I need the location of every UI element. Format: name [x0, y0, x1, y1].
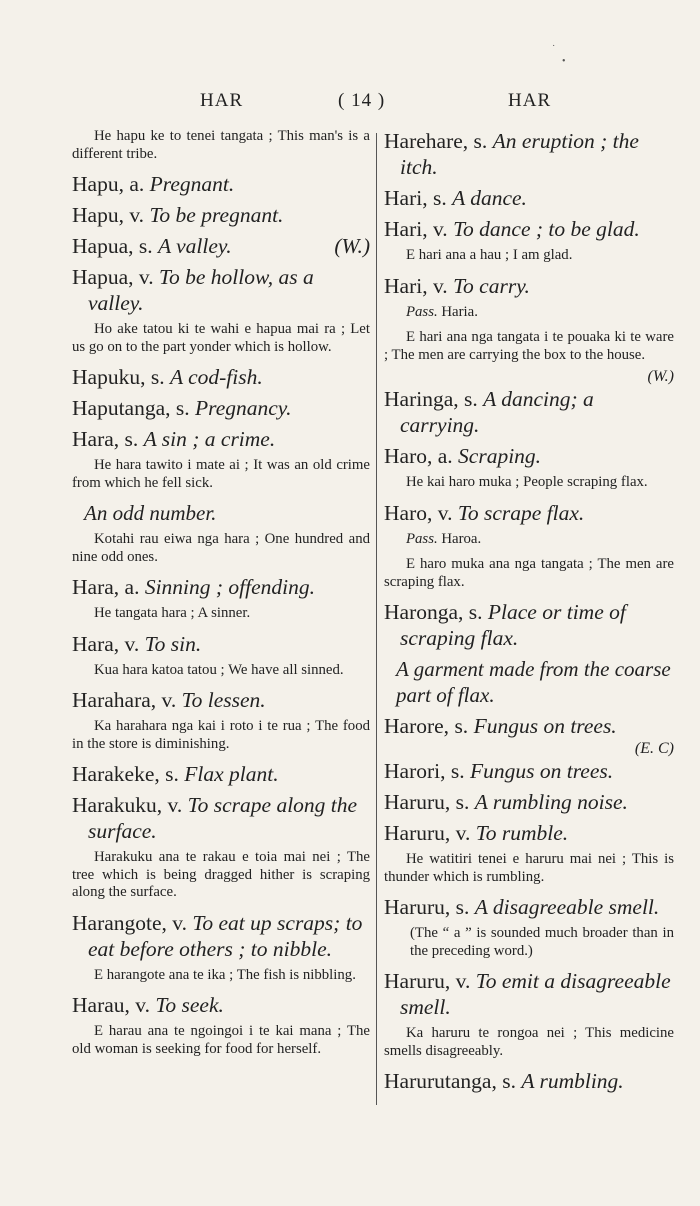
- part-of-speech: v.: [172, 910, 188, 935]
- dictionary-entry: [384, 443, 674, 469]
- example-sentence: E harangote ana te ika ; The fish is nibbling.: [94, 966, 356, 983]
- headword: Hapuku,: [72, 365, 146, 389]
- speck-mark: •: [562, 56, 566, 67]
- part-of-speech: v.: [455, 821, 471, 845]
- headword: Harori,: [384, 759, 446, 783]
- dictionary-entry: [72, 910, 370, 962]
- dictionary-entry: [384, 758, 674, 784]
- part-of-speech: v.: [124, 631, 140, 656]
- dictionary-entry: [384, 216, 674, 242]
- part-of-speech: s.: [468, 600, 483, 624]
- example-text: [384, 851, 674, 886]
- left-column: [72, 128, 370, 1066]
- definition: Pregnant.: [149, 172, 235, 196]
- example-text: [384, 556, 674, 591]
- example-sentence: He hapu ke to tenei tangata ; This man's is a different tribe.: [72, 128, 370, 162]
- example-sentence: He kai haro muka ; People scraping flax.: [406, 474, 648, 490]
- part-of-speech: a.: [437, 444, 453, 468]
- definition: Pregnancy.: [195, 396, 292, 420]
- part-of-speech: v.: [455, 969, 471, 993]
- definition: Fungus on trees.: [473, 714, 617, 738]
- part-of-speech: s.: [455, 895, 470, 919]
- part-of-speech: a.: [129, 172, 145, 196]
- definition: To emit a disagreeable smell.: [400, 969, 671, 1019]
- dictionary-entry: [384, 128, 674, 180]
- headword: Haruru,: [384, 969, 451, 993]
- headword: Hari,: [384, 217, 428, 241]
- definition: A cod-fish.: [169, 365, 263, 389]
- dictionary-entry: [72, 574, 370, 600]
- example-sentence: He watitiri tenei e haruru mai nei ; This is thunder which is rumbling.: [384, 851, 674, 885]
- citation: (W.): [647, 368, 674, 385]
- part-of-speech: v.: [437, 500, 453, 525]
- right-column: [384, 128, 674, 1099]
- part-of-speech: v.: [167, 793, 183, 817]
- headword: Hari,: [384, 273, 428, 298]
- definition: A sin ; a crime.: [143, 427, 276, 451]
- running-head-left: HAR: [200, 90, 244, 111]
- example-text: [72, 718, 370, 753]
- part-of-speech: v.: [135, 993, 151, 1017]
- headword: Hapu,: [72, 203, 124, 227]
- dictionary-entry: [384, 820, 674, 846]
- definition: To be hollow, as a valley.: [88, 265, 314, 315]
- dictionary-entry: [72, 792, 370, 844]
- example-text: [384, 531, 674, 549]
- example-text: [384, 474, 674, 492]
- headword: Haruru,: [384, 895, 451, 919]
- dictionary-entry: [72, 364, 370, 390]
- part-of-speech: s.: [464, 387, 478, 411]
- example-sentence: Kua hara katoa tatou ; We have all sinned.: [94, 661, 344, 678]
- dictionary-entry: [384, 599, 674, 651]
- definition: A disagreeable smell.: [474, 895, 660, 919]
- definition: Flax plant.: [184, 762, 279, 786]
- headword: Haruru,: [384, 790, 451, 814]
- column-divider: [376, 133, 377, 1105]
- definition: To sin.: [144, 631, 202, 656]
- definition: A dancing; a carrying.: [400, 387, 594, 437]
- part-of-speech: s.: [124, 427, 139, 451]
- definition: A rumbling.: [521, 1069, 624, 1093]
- citation: (W.): [334, 234, 370, 258]
- headword: Haringa,: [384, 387, 459, 411]
- example-text: [72, 967, 370, 985]
- page-header: [0, 90, 700, 116]
- dictionary-entry: [72, 264, 370, 316]
- headword: Hapu,: [72, 172, 124, 196]
- headword: Haputanga,: [72, 396, 171, 420]
- definition: Place or time of scraping flax.: [400, 600, 626, 650]
- headword: Harehare,: [384, 129, 469, 153]
- dictionary-entry: [72, 761, 370, 787]
- example-sentence: E hari ana nga tangata i te pouaka ki te ware ; The men are carrying the box to the house.: [384, 329, 674, 363]
- example-text: [72, 531, 370, 566]
- definition: To scrape flax.: [457, 500, 585, 525]
- headword: Hara,: [72, 427, 120, 451]
- headword: Haro,: [384, 444, 433, 468]
- part-of-speech: v.: [161, 688, 177, 712]
- definition: A dance.: [452, 186, 527, 210]
- dictionary-entry: [384, 968, 674, 1020]
- example-text: [384, 1025, 674, 1060]
- example-text: [72, 1023, 370, 1058]
- example-text: [384, 304, 674, 322]
- headword: Haronga,: [384, 600, 464, 624]
- definition: A rumbling noise.: [474, 790, 628, 814]
- part-of-speech: v.: [432, 217, 448, 241]
- dictionary-entry: [72, 631, 370, 657]
- definition: A valley.: [158, 234, 232, 258]
- definition: Fungus on trees.: [470, 759, 614, 783]
- headword: Harore,: [384, 714, 450, 738]
- definition: To be pregnant.: [149, 203, 284, 227]
- headword: Hara,: [72, 631, 120, 656]
- dictionary-entry: [72, 426, 370, 452]
- passive-label: Pass.: [406, 530, 438, 547]
- part-of-speech: a.: [124, 575, 140, 599]
- example-sentence: Ka harahara nga kai i roto i te rua ; The food in the store is diminishing.: [72, 718, 370, 752]
- example-text: [72, 849, 370, 902]
- headword: Hari,: [384, 186, 428, 210]
- running-head-right: HAR: [508, 90, 552, 111]
- dictionary-entry: [384, 894, 674, 920]
- headword: Haro,: [384, 500, 433, 525]
- dictionary-entry: [72, 233, 370, 259]
- example-sentence: Harakuku ana te rakau e toia mai nei ; The tree which is being dragged hither is scraping along the surface.: [72, 849, 370, 900]
- part-of-speech: s.: [473, 129, 488, 153]
- example-sentence: (The “ a ” is sounded much broader than in the preceding word.): [410, 925, 674, 959]
- part-of-speech: s.: [432, 186, 447, 210]
- headword: Hapua,: [72, 234, 134, 258]
- dictionary-entry: [72, 202, 370, 228]
- part-of-speech: s.: [175, 396, 190, 420]
- example-text: [384, 329, 674, 364]
- headword: Harangote,: [72, 910, 167, 935]
- headword: Haruru,: [384, 821, 451, 845]
- headword: Harahara,: [72, 688, 157, 712]
- part-of-speech: v.: [138, 265, 154, 289]
- headword: Harakuku,: [72, 793, 163, 817]
- example-text: [72, 662, 370, 680]
- sub-definition: An odd number.: [84, 501, 217, 525]
- dictionary-entry: [384, 1068, 674, 1094]
- definition: Sinning ; offending.: [144, 575, 316, 599]
- headword: Harurutanga,: [384, 1069, 497, 1093]
- headword: Hapua,: [72, 265, 134, 289]
- dictionary-entry: [384, 789, 674, 815]
- dictionary-entry: [72, 687, 370, 713]
- dictionary-entry: [384, 500, 674, 526]
- definition: To seek.: [155, 993, 224, 1017]
- part-of-speech: s.: [450, 759, 465, 783]
- example-text: [72, 321, 370, 356]
- headword: Harau,: [72, 993, 130, 1017]
- headword: Hara,: [72, 575, 120, 599]
- part-of-speech: s.: [454, 714, 469, 738]
- part-of-speech: s.: [455, 790, 470, 814]
- definition: To dance ; to be glad.: [453, 217, 640, 241]
- example-text: [384, 247, 674, 265]
- page-number: ( 14 ): [338, 90, 386, 111]
- part-of-speech: s.: [502, 1069, 516, 1093]
- sub-definition: A garment made from the coarse part of flax.: [396, 657, 671, 707]
- example-sentence: Ho ake tatou ki te wahi e hapua mai ra ; Let us go on to the part yonder which is hollow.: [72, 321, 370, 355]
- example-sentence: Haroa.: [437, 530, 482, 547]
- dictionary-entry: [384, 273, 674, 299]
- example-sentence: He tangata hara ; A sinner.: [94, 605, 251, 621]
- speck-mark: ˙: [552, 44, 556, 55]
- example-sentence: Kotahi rau eiwa nga hara ; One hundred and nine odd ones.: [72, 531, 370, 565]
- dictionary-entry: [72, 992, 370, 1018]
- example-sentence: Haria.: [437, 303, 478, 320]
- definition: To eat up scraps; to eat before others ; to nibble.: [88, 910, 363, 961]
- example-sentence: E hari ana a hau ; I am glad.: [406, 247, 573, 263]
- part-of-speech: s.: [165, 762, 179, 786]
- example-sentence: He hara tawito i mate ai ; It was an old crime from which he fell sick.: [72, 457, 370, 491]
- definition: To rumble.: [475, 821, 569, 845]
- part-of-speech: v.: [432, 273, 448, 298]
- dictionary-entry: [72, 395, 370, 421]
- definition: To lessen.: [181, 688, 266, 712]
- passive-label: Pass.: [406, 303, 438, 320]
- dictionary-entry: [384, 386, 674, 438]
- example-sentence: E haro muka ana nga tangata ; The men are scraping flax.: [384, 556, 674, 590]
- part-of-speech: v.: [129, 203, 145, 227]
- dictionary-entry: [72, 171, 370, 197]
- part-of-speech: s.: [138, 234, 153, 258]
- headword: Harakeke,: [72, 762, 160, 786]
- example-text: [72, 605, 370, 623]
- example-text: [384, 925, 674, 960]
- definition: To carry.: [453, 273, 530, 298]
- definition: An eruption ; the itch.: [400, 129, 639, 179]
- dictionary-entry: [384, 185, 674, 211]
- example-sentence: E harau ana te ngoingoi i te kai mana ; The old woman is seeking for food for herself.: [72, 1023, 370, 1057]
- example-text: [72, 128, 370, 163]
- example-sentence: Ka haruru te rongoa nei ; This medicine smells disagreeably.: [384, 1025, 674, 1059]
- citation: (E. C): [634, 740, 674, 757]
- part-of-speech: s.: [150, 365, 165, 389]
- definition: To scrape along the surface.: [88, 793, 358, 843]
- example-text: [72, 457, 370, 492]
- definition: Scraping.: [458, 444, 542, 468]
- dictionary-entry: [384, 713, 674, 739]
